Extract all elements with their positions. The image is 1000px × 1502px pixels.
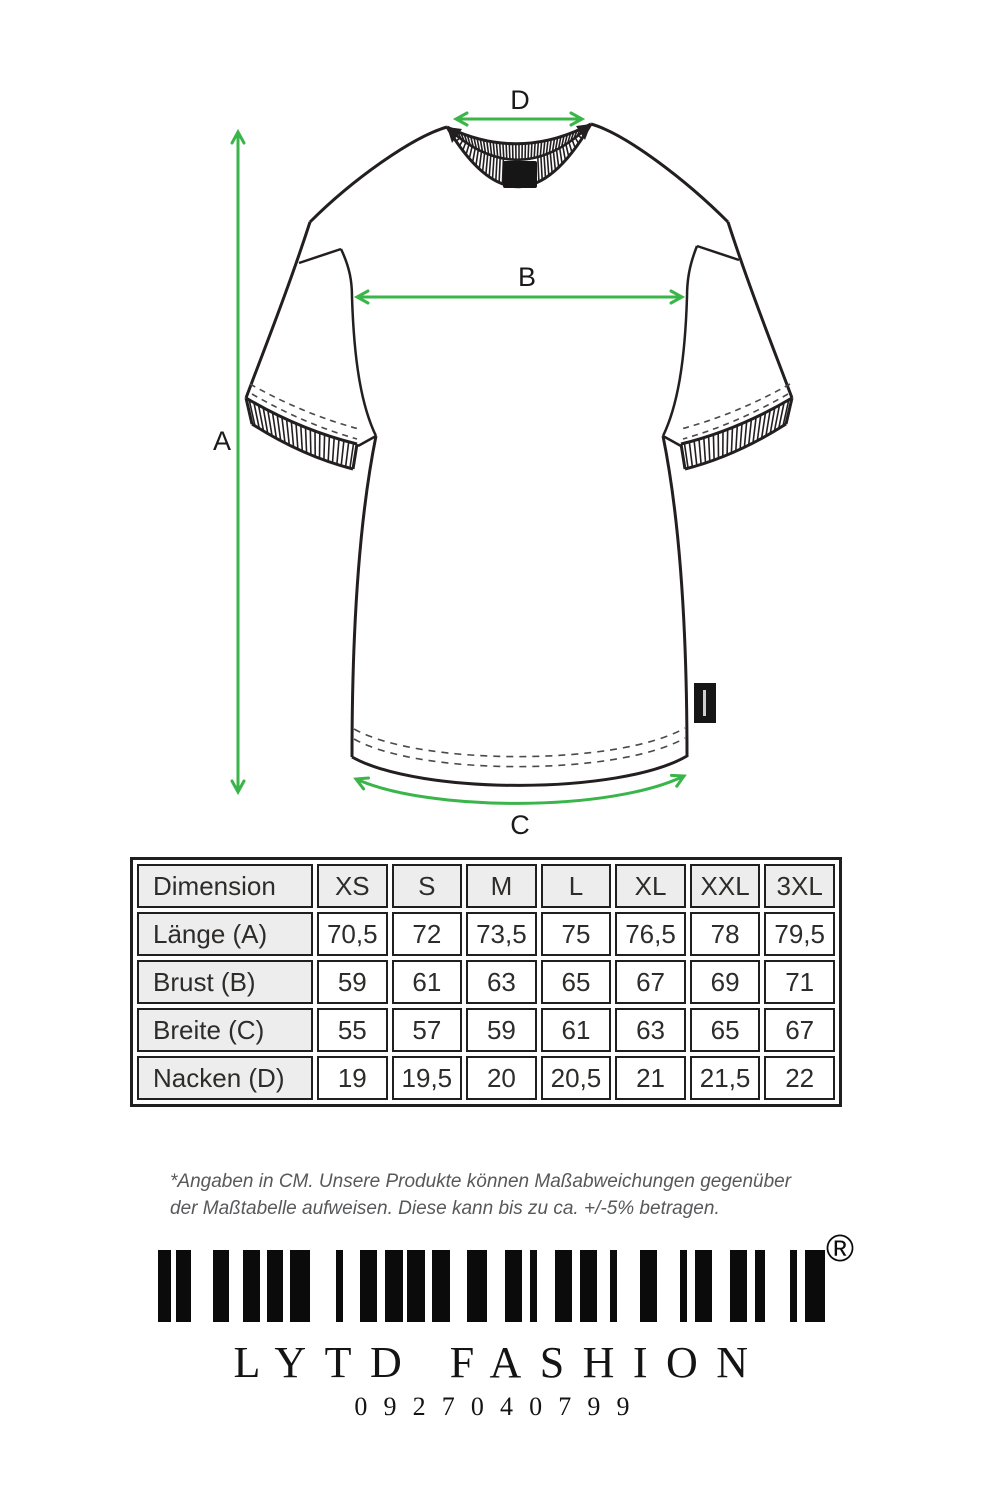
barcode-bar <box>610 1250 617 1322</box>
measurement-cell: 20 <box>466 1056 537 1100</box>
right-shoulder-seam <box>697 246 739 260</box>
rib-hatch-line <box>731 427 732 453</box>
barcode-bar <box>790 1250 797 1322</box>
rib-hatch-line <box>560 148 562 164</box>
measurement-cell: 75 <box>541 912 612 956</box>
rib-hatch-line <box>490 141 492 155</box>
rib-hatch-line <box>301 426 303 452</box>
measurement-cell: 19,5 <box>392 1056 463 1100</box>
left-sleeve-outer-edge <box>246 222 310 398</box>
rib-hatch-line <box>506 143 507 159</box>
rib-hatch-line <box>704 438 706 463</box>
rib-hatch-line <box>333 438 335 463</box>
barcode-bar <box>213 1250 229 1322</box>
rib-hatch-line <box>553 151 555 170</box>
rib-hatch-line <box>499 158 500 183</box>
row-label-nacken: Nacken (D) <box>137 1056 313 1100</box>
rib-hatch-line <box>496 142 497 157</box>
rib-hatch-line <box>694 441 697 466</box>
rib-hatch-line <box>749 419 752 445</box>
hem-stitch-line-2 <box>354 738 685 767</box>
measurement-cell: 63 <box>466 960 537 1004</box>
rib-hatch-line <box>534 143 535 158</box>
barcode-bar <box>730 1250 747 1322</box>
disclaimer-line-1: *Angaben in CM. Unsere Produkte können Maßabweichungen gegenüber <box>170 1171 792 1192</box>
barcode-bar <box>580 1250 597 1322</box>
left-armhole-seam <box>341 249 376 436</box>
left-shoulder-edge <box>310 127 447 222</box>
barcode-bar <box>695 1250 712 1322</box>
header-s: S <box>392 864 463 908</box>
rib-hatch-line <box>469 146 472 158</box>
rib-hatch-line <box>328 436 329 461</box>
rib-hatch-line <box>489 155 491 177</box>
brand-number: 0927040799 <box>354 1392 646 1421</box>
barcode-bar <box>158 1250 171 1322</box>
right-body-side <box>663 436 687 757</box>
barcode-bar <box>267 1250 283 1322</box>
rib-hatch-line <box>709 436 710 461</box>
rib-hatch-line <box>509 144 510 160</box>
neck-label <box>503 161 537 188</box>
barcode-bar <box>755 1250 765 1322</box>
rib-hatch-line <box>757 415 761 441</box>
rib-hatch-line <box>740 424 742 450</box>
table-row-breite <box>137 1008 835 1052</box>
brand-name: LYTD FASHION <box>233 1338 767 1387</box>
rib-hatch-line <box>476 150 478 166</box>
left-body-side <box>352 436 376 757</box>
rib-hatch-line <box>493 156 495 179</box>
right-sleeve-outer-edge <box>728 222 792 398</box>
rib-hatch-line <box>531 143 532 159</box>
measurement-cell: 76,5 <box>615 912 686 956</box>
rib-hatch-line <box>766 410 770 436</box>
barcode-bar <box>555 1250 572 1322</box>
right-armhole-seam <box>663 246 697 436</box>
rib-hatch-line <box>291 421 293 447</box>
rib-hatch-line <box>547 154 549 176</box>
rib-hatch-line <box>486 154 488 175</box>
barcode <box>155 1250 825 1322</box>
table-row-brust <box>137 960 835 1004</box>
header-xl: XL <box>615 864 686 908</box>
rib-hatch-line <box>550 153 552 173</box>
barcode-bar <box>176 1250 191 1322</box>
rib-hatch-line <box>324 435 325 461</box>
measurement-cell: 65 <box>541 960 612 1004</box>
barcode-bar <box>805 1250 825 1322</box>
barcode-bar <box>243 1250 260 1322</box>
rib-hatch-line <box>537 142 538 157</box>
header-xxl: XXL <box>690 864 761 908</box>
rib-hatch-line <box>563 146 566 160</box>
barcode-bar <box>385 1250 403 1322</box>
rib-hatch-line <box>282 417 285 443</box>
size-table <box>130 857 842 1107</box>
barcode-bar <box>530 1250 537 1322</box>
rib-hatch-line <box>713 435 714 461</box>
rib-hatch-line <box>544 155 546 178</box>
measurement-cell: 20,5 <box>541 1056 612 1100</box>
right-cuff-stitch-1 <box>681 384 790 429</box>
rib-hatch-line <box>296 424 298 450</box>
barcode-bar <box>640 1250 657 1322</box>
measurement-cell: 71 <box>764 960 835 1004</box>
row-label-laenge: Länge (A) <box>137 912 313 956</box>
measurement-cell: 22 <box>764 1056 835 1100</box>
measurement-cell: 69 <box>690 960 761 1004</box>
header-m: M <box>466 864 537 908</box>
measurement-cell: 55 <box>317 1008 388 1052</box>
measurement-cell: 67 <box>764 1008 835 1052</box>
rib-hatch-line <box>762 413 766 439</box>
rib-hatch-line <box>500 143 501 158</box>
rib-hatch-line <box>689 442 692 467</box>
row-label-breite: Breite (C) <box>137 1008 313 1052</box>
header-xs: XS <box>317 864 388 908</box>
measurement-cell: 67 <box>615 960 686 1004</box>
rib-hatch-line <box>287 419 290 445</box>
barcode-bar <box>680 1250 687 1322</box>
rib-hatch-line <box>753 417 756 443</box>
barcode-bar <box>407 1250 425 1322</box>
measurement-cell: 59 <box>317 960 388 1004</box>
rib-hatch-line <box>541 156 542 180</box>
dimension-label-a: A <box>212 426 232 456</box>
rib-hatch-line <box>528 143 529 159</box>
disclaimer-line-2: der Maßtabelle aufweisen. Diese kann bis zu ca. +/-5% betragen. <box>170 1198 720 1219</box>
right-shoulder-edge <box>591 124 728 222</box>
rib-hatch-line <box>493 142 494 157</box>
left-shoulder-seam <box>299 249 341 263</box>
table-row-laenge <box>137 912 835 956</box>
barcode-bar <box>336 1250 343 1322</box>
rib-hatch-line <box>268 410 272 436</box>
hem-stitch-line-1 <box>354 728 685 757</box>
rib-hatch-line <box>557 150 559 168</box>
measurement-cell: 63 <box>615 1008 686 1052</box>
rib-hatch-line <box>341 441 344 466</box>
header-dimension: Dimension <box>137 864 313 908</box>
row-label-brust: Brust (B) <box>137 960 313 1004</box>
rib-hatch-line <box>503 143 504 158</box>
measurement-cell: 59 <box>466 1008 537 1052</box>
rib-hatch-line <box>543 141 544 155</box>
header-3xl: 3XL <box>764 864 835 908</box>
registered-trademark-symbol: ® <box>826 1228 854 1270</box>
rib-hatch-line <box>479 151 481 169</box>
rib-hatch-line <box>727 429 728 455</box>
rib-hatch-line <box>306 427 307 453</box>
barcode-bar <box>360 1250 377 1322</box>
rib-hatch-line <box>538 157 539 182</box>
measurement-cell: 19 <box>317 1056 388 1100</box>
rib-hatch-line <box>310 429 311 455</box>
dimension-label-b: B <box>517 262 537 292</box>
measurement-cell: 61 <box>392 960 463 1004</box>
rib-hatch-line <box>699 439 701 464</box>
measurement-cell: 72 <box>392 912 463 956</box>
rib-hatch-line <box>496 157 497 181</box>
dimension-label-d: D <box>510 85 530 115</box>
rib-hatch-line <box>546 140 548 154</box>
measurement-cell: 73,5 <box>466 912 537 956</box>
dimension-label-c: C <box>510 810 530 840</box>
measurement-disclaimer <box>170 1168 850 1222</box>
measurement-cell: 61 <box>541 1008 612 1052</box>
rib-hatch-line <box>540 142 541 157</box>
rib-hatch-line <box>483 153 485 172</box>
barcode-bar <box>467 1250 487 1322</box>
barcode-bar <box>290 1250 310 1322</box>
measurement-cell: 78 <box>690 912 761 956</box>
rib-hatch-line <box>473 148 476 162</box>
rib-hatch-line <box>487 141 489 155</box>
rib-hatch-line <box>549 139 551 153</box>
table-row-nacken <box>137 1056 835 1100</box>
hem-edge <box>352 756 687 785</box>
rib-hatch-line <box>744 421 746 447</box>
rib-hatch-line <box>736 426 738 452</box>
rib-hatch-line <box>273 413 277 439</box>
measurement-cell: 57 <box>392 1008 463 1052</box>
measurement-cell: 70,5 <box>317 912 388 956</box>
barcode-bar <box>505 1250 522 1322</box>
rib-hatch-line <box>346 442 349 467</box>
measurement-cell: 21 <box>615 1056 686 1100</box>
measurement-cell: 65 <box>690 1008 761 1052</box>
rib-hatch-line <box>337 439 339 464</box>
arrow-width-C <box>356 776 684 803</box>
measurement-cell: 21,5 <box>690 1056 761 1100</box>
side-tag-text-hint <box>703 690 706 716</box>
size-table-header-row <box>137 864 835 908</box>
rib-hatch-line <box>277 415 281 441</box>
measurement-cell: 79,5 <box>764 912 835 956</box>
barcode-bar <box>432 1250 450 1322</box>
header-l: L <box>541 864 612 908</box>
